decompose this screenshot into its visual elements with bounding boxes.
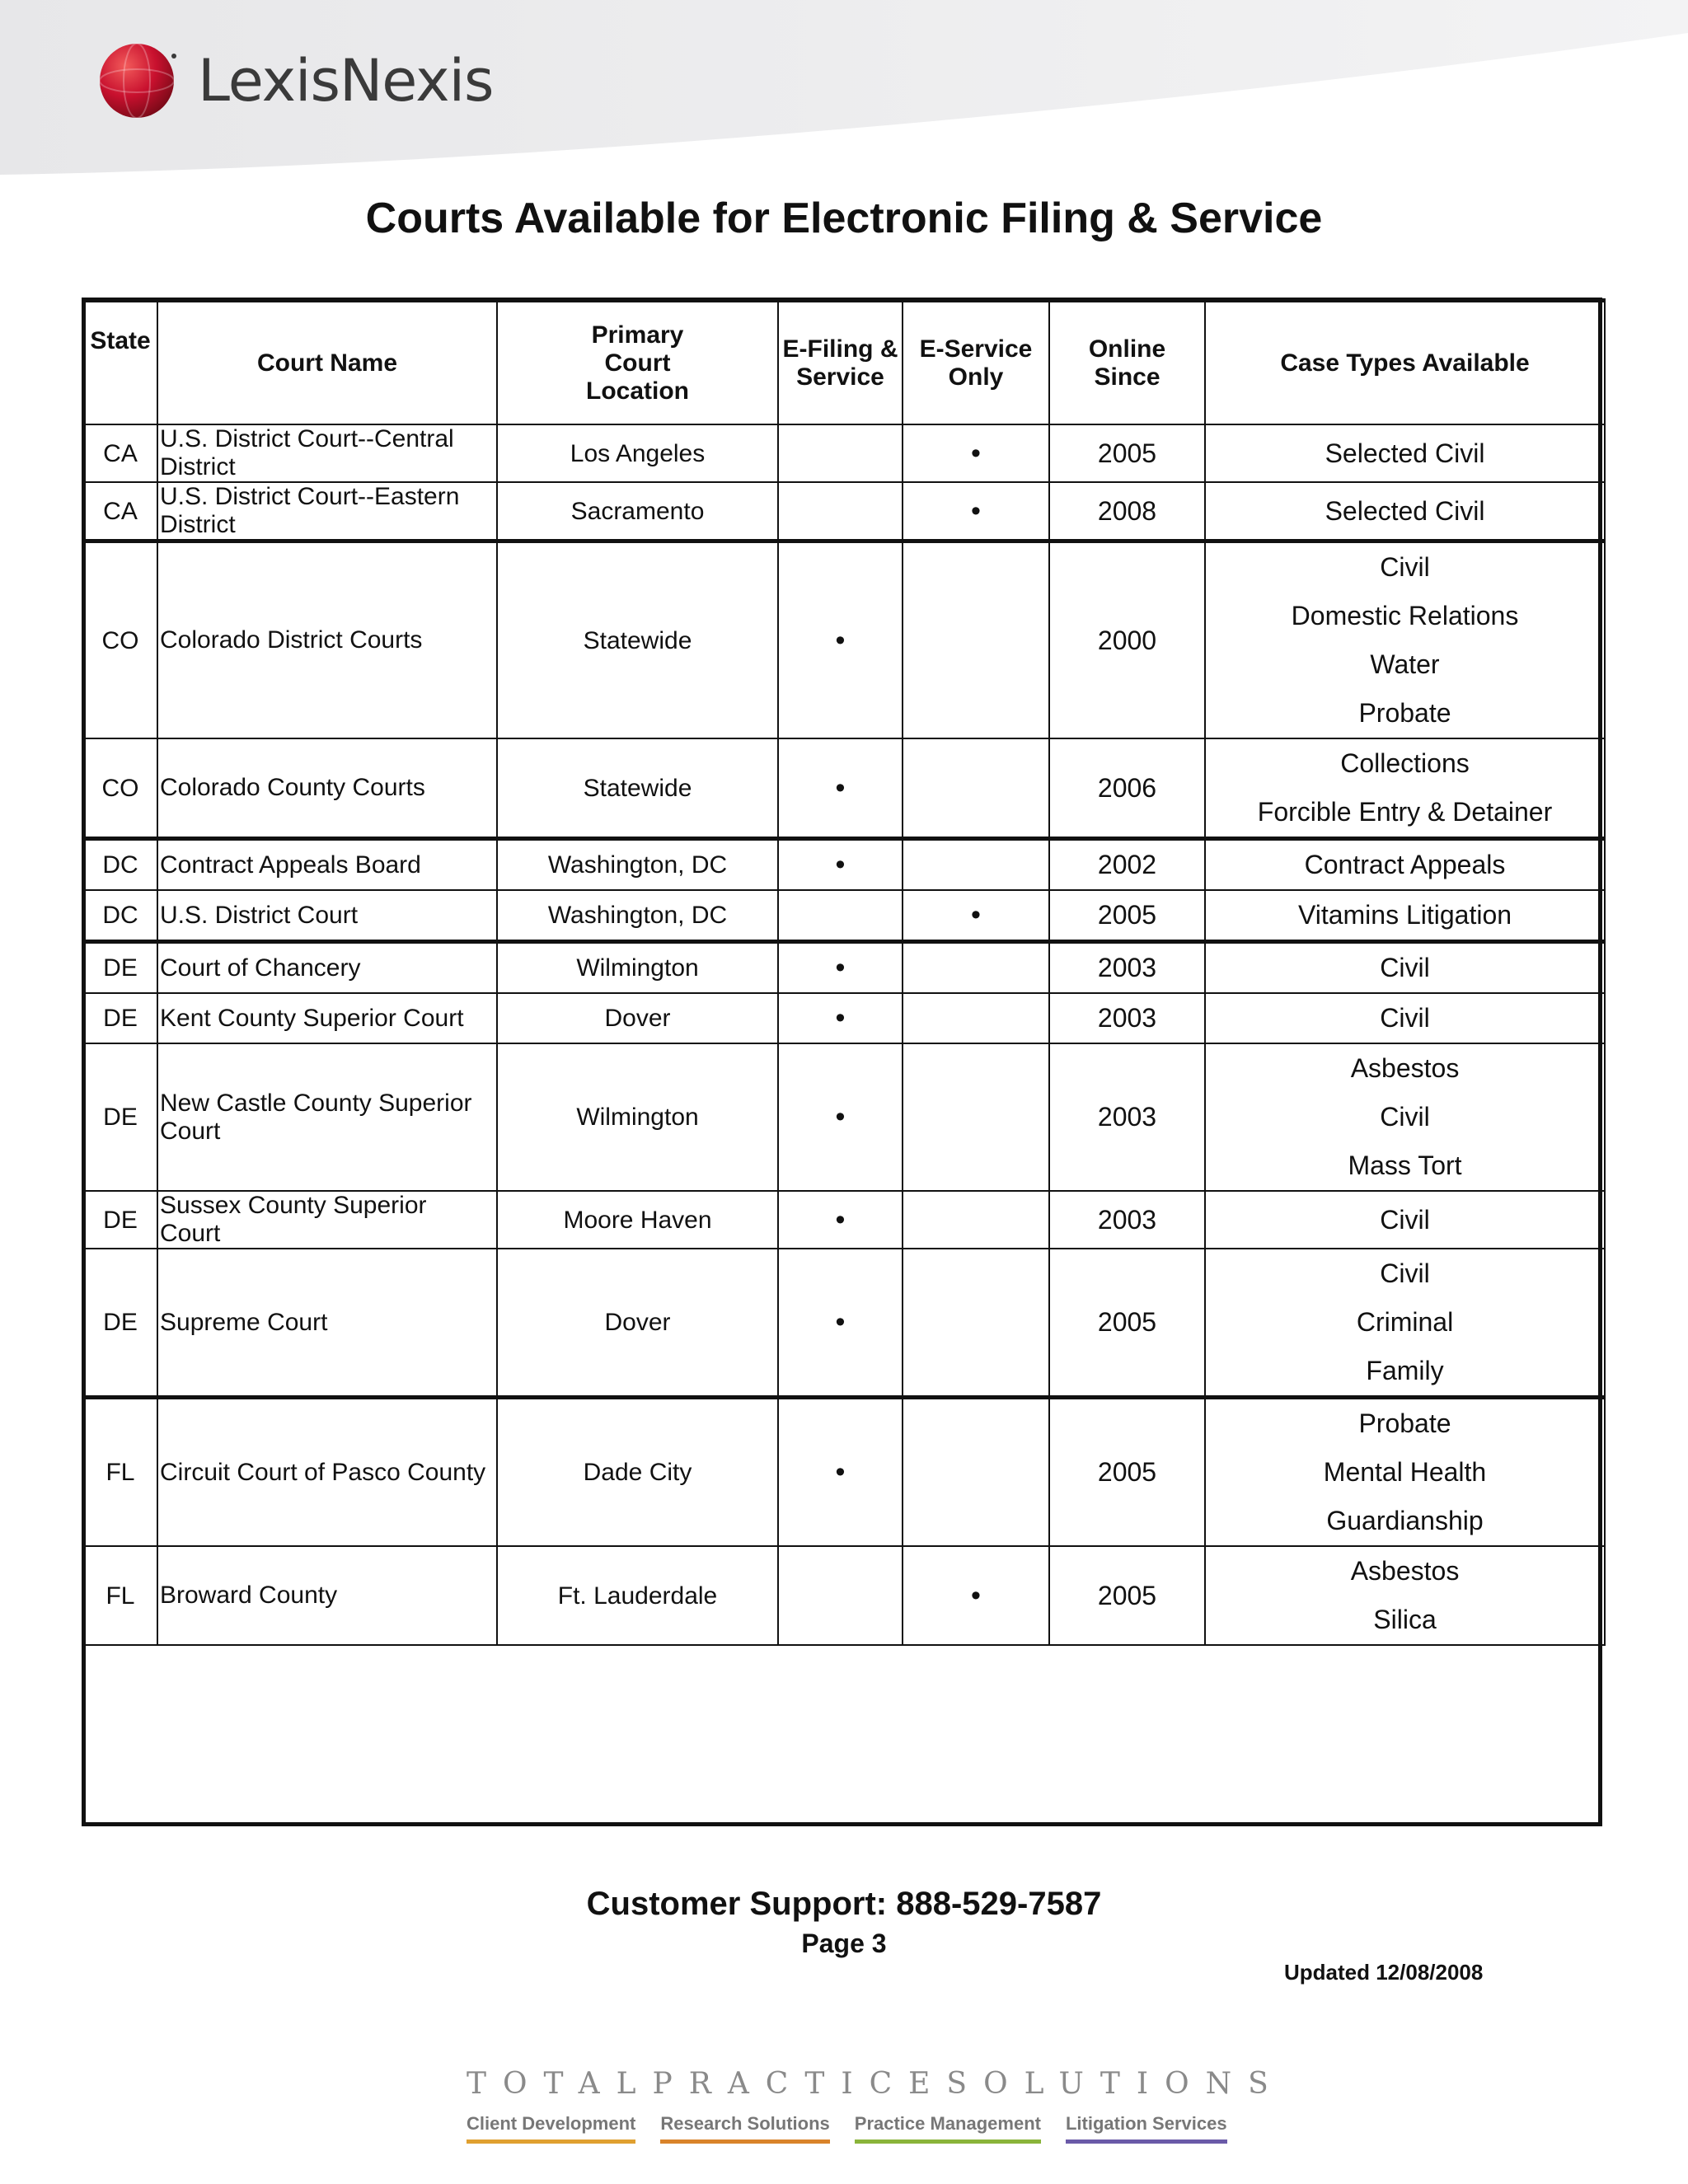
case-types-cell <box>1205 839 1605 891</box>
case-type: Selected Civil <box>1325 438 1485 468</box>
case-type: Mental Health <box>1323 1457 1487 1487</box>
eservice-cell <box>903 738 1049 839</box>
online-since-cell: 2005 <box>1049 1249 1205 1398</box>
table-row <box>83 993 1605 1043</box>
column-header-efiling <box>778 301 903 425</box>
location-cell: Sacramento <box>497 482 778 541</box>
case-types-cell <box>1205 541 1605 739</box>
case-type: Civil <box>1380 552 1430 582</box>
case-types-cell <box>1205 993 1605 1043</box>
eservice-cell <box>903 1249 1049 1398</box>
case-types-cell <box>1205 1249 1605 1398</box>
online-since-cell: 2008 <box>1049 482 1205 541</box>
online-since-cell: 2005 <box>1049 424 1205 482</box>
case-types-cell <box>1205 424 1605 482</box>
column-header-court-name: Court Name <box>157 301 497 425</box>
state-cell: CO <box>83 738 157 839</box>
state-cell: DE <box>83 1043 157 1191</box>
case-type: Guardianship <box>1326 1506 1484 1535</box>
online-since-cell: 2003 <box>1049 993 1205 1043</box>
case-type: Civil <box>1380 1003 1430 1033</box>
location-cell: Statewide <box>497 738 778 839</box>
eservice-cell: • <box>903 424 1049 482</box>
efiling-cell: • <box>778 1043 903 1191</box>
tagline-word: SOLUTIONS <box>946 2067 1285 2101</box>
case-type: Selected Civil <box>1325 495 1485 526</box>
table-header-row <box>83 301 1605 425</box>
case-type: Water <box>1370 649 1440 679</box>
court-name-cell: U.S. District Court <box>157 890 497 942</box>
tagline-word: TOTAL <box>467 2067 653 2101</box>
online-since-cell: 2002 <box>1049 839 1205 891</box>
court-name-cell: Kent County Superior Court <box>157 993 497 1043</box>
location-cell: Los Angeles <box>497 424 778 482</box>
location-cell: Dade City <box>497 1398 778 1547</box>
case-type: Civil <box>1380 953 1430 982</box>
online-since-cell: 2003 <box>1049 942 1205 994</box>
case-type: Mass Tort <box>1348 1151 1462 1180</box>
state-cell: DC <box>83 839 157 891</box>
efiling-cell: • <box>778 1398 903 1547</box>
lexisnexis-logo[interactable] <box>97 41 494 120</box>
location-cell: Washington, DC <box>497 890 778 942</box>
court-name-cell: Contract Appeals Board <box>157 839 497 891</box>
table-row <box>83 738 1605 839</box>
state-cell: FL <box>83 1398 157 1547</box>
division-list <box>467 2113 1227 2144</box>
court-name-cell: Colorado County Courts <box>157 738 497 839</box>
eservice-cell <box>903 993 1049 1043</box>
eservice-cell: • <box>903 482 1049 541</box>
online-since-cell: 2005 <box>1049 1398 1205 1547</box>
case-types-cell <box>1205 890 1605 942</box>
efiling-cell <box>778 890 903 942</box>
eservice-cell: • <box>903 890 1049 942</box>
efiling-cell: • <box>778 738 903 839</box>
column-header-online-since: Online Since <box>1049 301 1205 425</box>
location-cell: Wilmington <box>497 1043 778 1191</box>
tagline-word: PRACTICE <box>652 2067 947 2101</box>
case-type: Probate <box>1358 1408 1451 1438</box>
table-row <box>83 942 1605 994</box>
state-cell: DC <box>83 890 157 942</box>
column-header-state: State <box>83 301 157 425</box>
state-cell: DE <box>83 942 157 994</box>
table-row <box>83 541 1605 739</box>
efiling-cell <box>778 1546 903 1645</box>
table-row <box>83 890 1605 942</box>
table-row <box>83 424 1605 482</box>
case-type: Family <box>1366 1356 1444 1385</box>
online-since-cell: 2006 <box>1049 738 1205 839</box>
efiling-cell: • <box>778 1249 903 1398</box>
case-type: Civil <box>1380 1258 1430 1288</box>
location-cell: Dover <box>497 1249 778 1398</box>
column-header-eservice-line: Only <box>948 363 1004 391</box>
case-types-cell <box>1205 1043 1605 1191</box>
case-types-cell <box>1205 738 1605 839</box>
location-cell: Ft. Lauderdale <box>497 1546 778 1645</box>
efiling-cell: • <box>778 541 903 739</box>
case-type: Civil <box>1380 1204 1430 1235</box>
court-name-cell: Broward County <box>157 1546 497 1645</box>
case-type: Probate <box>1358 698 1451 728</box>
case-types-cell <box>1205 1191 1605 1249</box>
division-litigation-services: Litigation Services <box>1066 2113 1227 2144</box>
case-type: Collections <box>1340 748 1470 778</box>
table-row <box>83 1249 1605 1398</box>
division-practice-management: Practice Management <box>855 2113 1041 2144</box>
case-types-cell <box>1205 1546 1605 1645</box>
eservice-cell <box>903 1398 1049 1547</box>
column-header-efiling-line: E-Filing & <box>782 335 898 363</box>
eservice-cell <box>903 839 1049 891</box>
case-type: Silica <box>1373 1605 1437 1634</box>
online-since-cell: 2003 <box>1049 1043 1205 1191</box>
case-types-cell <box>1205 482 1605 541</box>
column-header-location-line: Court <box>604 349 671 377</box>
court-name-cell: Colorado District Courts <box>157 541 497 739</box>
efiling-cell: • <box>778 993 903 1043</box>
page-number: Page 3 <box>801 1929 887 1958</box>
court-name-cell: New Castle County Superior Court <box>157 1043 497 1191</box>
case-type: Civil <box>1380 1102 1430 1132</box>
case-type: Asbestos <box>1350 1053 1460 1083</box>
online-since-cell: 2005 <box>1049 1546 1205 1645</box>
division-client-development: Client Development <box>467 2113 635 2144</box>
court-name-cell: U.S. District Court--Eastern District <box>157 482 497 541</box>
case-types-cell <box>1205 942 1605 994</box>
efiling-cell <box>778 424 903 482</box>
customer-support: Customer Support: 888-529-7587 <box>586 1886 1102 1922</box>
eservice-cell <box>903 942 1049 994</box>
state-cell: DE <box>83 1249 157 1398</box>
eservice-cell <box>903 541 1049 739</box>
location-cell: Washington, DC <box>497 839 778 891</box>
court-name-cell: U.S. District Court--Central District <box>157 424 497 482</box>
case-type: Criminal <box>1356 1307 1454 1337</box>
court-name-cell: Sussex County Superior Court <box>157 1191 497 1249</box>
eservice-cell: • <box>903 1546 1049 1645</box>
state-cell: CA <box>83 482 157 541</box>
location-cell: Dover <box>497 993 778 1043</box>
table-row <box>83 839 1605 891</box>
courts-table-body <box>83 424 1605 1645</box>
eservice-cell <box>903 1043 1049 1191</box>
brand-name: LexisNexis <box>198 47 494 115</box>
efiling-cell: • <box>778 942 903 994</box>
state-cell: FL <box>83 1546 157 1645</box>
state-cell: CA <box>83 424 157 482</box>
case-type: Asbestos <box>1350 1556 1460 1586</box>
location-cell: Statewide <box>497 541 778 739</box>
updated-date: Updated 12/08/2008 <box>1284 1960 1484 1985</box>
table-row <box>83 1398 1605 1547</box>
court-name-cell: Court of Chancery <box>157 942 497 994</box>
case-type: Contract Appeals <box>1304 850 1506 879</box>
online-since-cell: 2003 <box>1049 1191 1205 1249</box>
lexisnexis-globe-icon <box>97 41 176 120</box>
case-types-cell <box>1205 1398 1605 1547</box>
total-practice-solutions-tagline <box>467 2067 1285 2101</box>
online-since-cell: 2005 <box>1049 890 1205 942</box>
column-header-case-types: Case Types Available <box>1205 301 1605 425</box>
location-cell: Wilmington <box>497 942 778 994</box>
location-cell: Moore Haven <box>497 1191 778 1249</box>
column-header-efiling-line: Service <box>796 363 884 391</box>
efiling-cell: • <box>778 1191 903 1249</box>
online-since-cell: 2000 <box>1049 541 1205 739</box>
page-title: Courts Available for Electronic Filing & Service <box>365 194 1323 242</box>
court-name-cell: Circuit Court of Pasco County <box>157 1398 497 1547</box>
case-type: Vitamins Litigation <box>1297 900 1512 930</box>
efiling-cell <box>778 482 903 541</box>
column-header-eservice-line: E-Service <box>919 335 1033 363</box>
court-name-cell: Supreme Court <box>157 1249 497 1398</box>
case-type: Domestic Relations <box>1291 601 1519 630</box>
table-row <box>83 1191 1605 1249</box>
courts-table <box>82 298 1606 1646</box>
table-row <box>83 1546 1605 1645</box>
column-header-location-line: Location <box>586 377 689 405</box>
column-header-primary-location <box>497 301 778 425</box>
state-cell: DE <box>83 1191 157 1249</box>
state-cell: CO <box>83 541 157 739</box>
efiling-cell: • <box>778 839 903 891</box>
table-row <box>83 1043 1605 1191</box>
case-type: Forcible Entry & Detainer <box>1257 797 1553 827</box>
eservice-cell <box>903 1191 1049 1249</box>
column-header-location-line: Primary <box>591 321 684 349</box>
state-cell: DE <box>83 993 157 1043</box>
table-row <box>83 482 1605 541</box>
column-header-eservice <box>903 301 1049 425</box>
division-research-solutions: Research Solutions <box>660 2113 829 2144</box>
